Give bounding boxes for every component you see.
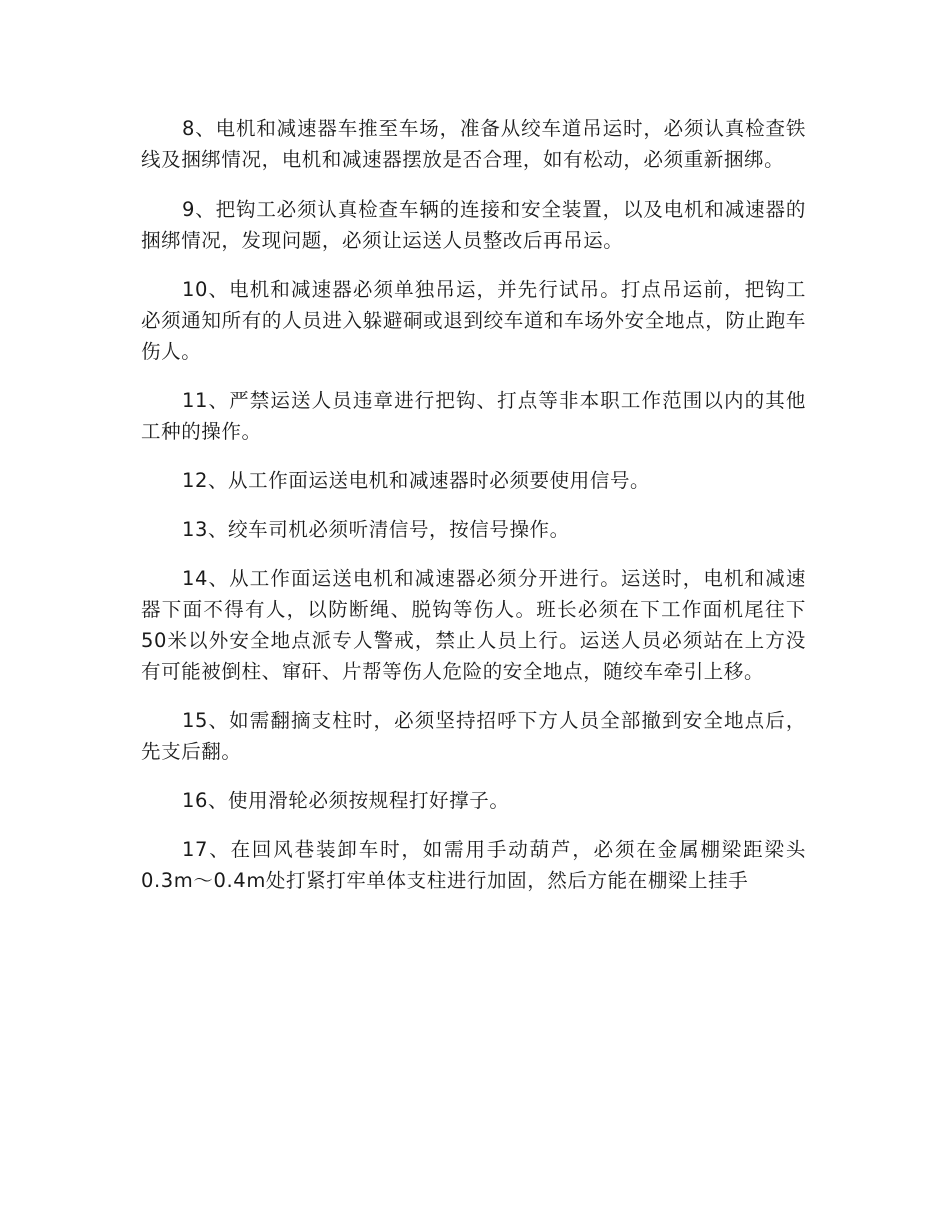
paragraph-14: 14、从工作面运送电机和减速器必须分开进行。运送时，电机和减速器下面不得有人，以防断绳、脱钩等伤人。班长必须在下工作面机尾往下50米以外安全地点派专人警戒，禁止人员上行。运送人员必须站在上方没有可能被倒柱、窜矸、片帮等伤人危险的安全地点，随绞车牵引上移。 <box>141 567 806 683</box>
paragraph-13: 13、绞车司机必须听清信号，按信号操作。 <box>181 518 570 541</box>
paragraph-15: 15、如需翻摘支柱时，必须坚持招呼下方人员全部撤到安全地点后，先支后翻。 <box>141 709 806 763</box>
paragraph-10: 10、电机和减速器必须单独吊运，并先行试吊。打点吊运前，把钩工必须通知所有的人员进入躲避硐或退到绞车道和车场外安全地点，防止跑车伤人。 <box>141 278 806 363</box>
paragraph-8: 8、电机和减速器车推至车场，准备从绞车道吊运时，必须认真检查铁线及捆绑情况，电机和减速器摆放是否合理，如有松动，必须重新捆绑。 <box>141 117 806 171</box>
paragraph-11: 11、严禁运送人员违章进行把钩、打点等非本职工作范围以内的其他工种的操作。 <box>141 389 806 443</box>
paragraph-17: 17、在回风巷装卸车时，如需用手动葫芦，必须在金属棚梁距梁头0.3m～0.4m处打紧打牢单体支柱进行加固，然后方能在棚梁上挂手 <box>141 838 806 892</box>
paragraph-16: 16、使用滑轮必须按规程打好撑子。 <box>181 789 510 812</box>
document-body <box>141 113 806 914</box>
paragraph-9: 9、把钩工必须认真检查车辆的连接和安全装置，以及电机和减速器的捆绑情况，发现问题，必须让运送人员整改后再吊运。 <box>141 198 806 252</box>
paragraph-12: 12、从工作面运送电机和减速器时必须要使用信号。 <box>181 469 651 492</box>
